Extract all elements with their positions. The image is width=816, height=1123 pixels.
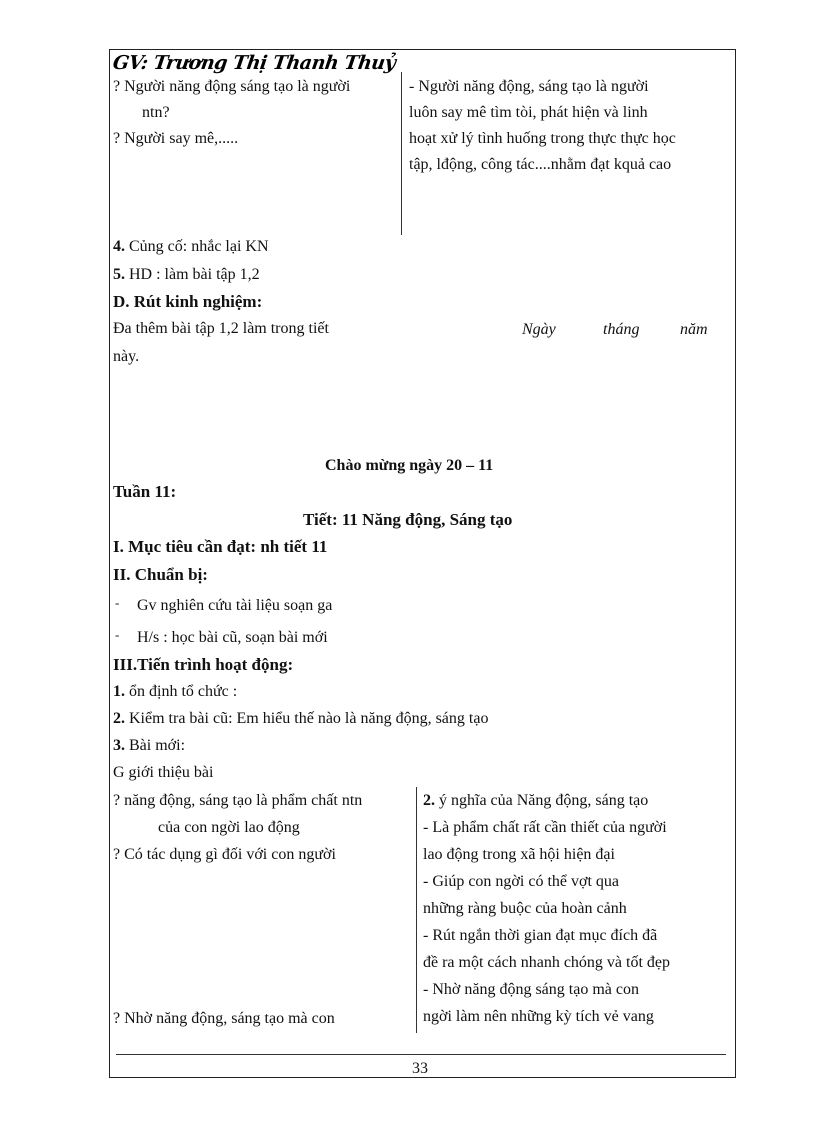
progress-step-3	[113, 736, 185, 756]
bullet-dash-icon: -	[115, 595, 120, 610]
top-right-line: hoạt xử lý tình huống trong thực thực học	[409, 130, 676, 147]
lesson-title: Tiết: 11 Năng động, Sáng tạo	[303, 510, 513, 529]
progress-heading: III.Tiến trình hoạt động:	[113, 655, 294, 674]
page-number: 33	[412, 1060, 428, 1077]
step-text: HD : làm bài tập 1,2	[125, 266, 260, 283]
page-frame	[109, 49, 736, 1078]
top-right-line: - Người năng động, sáng tạo là người	[409, 78, 649, 95]
celebration-title: Chào mừng ngày 20 – 11	[325, 457, 494, 474]
progress-step-2	[113, 709, 488, 729]
bottom-right-line: lao động trong xã hội hiện đại	[423, 846, 615, 863]
step-text: Kiểm tra bài cũ: Em hiểu thế nào là năng động, sáng tạo	[125, 710, 489, 727]
step-number: 2.	[113, 710, 125, 727]
progress-step-1	[113, 682, 237, 702]
bottom-right-line: - Giúp con ngời có thể vợt qua	[423, 873, 619, 890]
week-label: Tuần 11:	[113, 482, 177, 501]
date-month: tháng	[603, 321, 640, 338]
step-text: ổn định tổ chức :	[125, 683, 238, 700]
date-day: Ngày	[522, 321, 556, 338]
step-number: 1.	[113, 683, 125, 700]
step-number: 4.	[113, 238, 125, 255]
section-number: 2.	[423, 792, 435, 809]
top-right-line: tập, lđộng, công tác....nhằm đạt kquả cao	[409, 156, 672, 173]
prep-heading: II. Chuẩn bị:	[113, 565, 208, 584]
step-4	[113, 237, 269, 257]
top-left-line: ? Người say mê,.....	[113, 130, 239, 147]
top-right-line: luôn say mê tìm tòi, phát hiện và linh	[409, 104, 648, 121]
intro-line: G giới thiệu bài	[113, 764, 214, 781]
top-left-line: ? Người năng động sáng tạo là người	[113, 78, 351, 95]
bottom-right-line: - Rút ngắn thời gian đạt mục đích đã	[423, 927, 658, 944]
step-text: Củng cố: nhắc lại KN	[125, 238, 269, 255]
experience-line: này.	[113, 348, 140, 365]
step-5	[113, 265, 260, 285]
step-number: 5.	[113, 266, 125, 283]
step-text: Bài mới:	[125, 737, 186, 754]
table-divider	[416, 787, 417, 1033]
experience-line: Đa thêm bài tập 1,2 làm trong tiết	[113, 320, 329, 337]
bottom-right-heading	[423, 791, 648, 811]
step-number: 3.	[113, 737, 125, 754]
bottom-left-line: ? năng động, sáng tạo là phẩm chất ntn	[113, 792, 363, 809]
author-signature: GV: Trương Thị Thanh Thuỷ	[111, 52, 397, 74]
bullet-dash-icon: -	[115, 627, 120, 642]
section-title: ý nghĩa của Năng động, sáng tạo	[435, 792, 649, 809]
date-year: năm	[680, 321, 708, 338]
bottom-right-line: đề ra một cách nhanh chóng và tốt đẹp	[423, 954, 671, 971]
objective-heading: I. Mục tiêu cần đạt: nh tiết 11	[113, 537, 328, 556]
prep-item: H/s : học bài cũ, soạn bài mới	[137, 629, 328, 646]
bottom-right-line: những ràng buộc của hoàn cảnh	[423, 900, 627, 917]
footer-rule	[116, 1054, 726, 1055]
bottom-left-line: của con ngời lao động	[158, 819, 300, 836]
bottom-right-line: - Nhờ năng động sáng tạo mà con	[423, 981, 639, 998]
table-divider	[401, 72, 402, 235]
experience-heading: D. Rút kinh nghiệm:	[113, 292, 263, 311]
bottom-right-line: ngời làm nên những kỳ tích vẻ vang	[423, 1008, 654, 1025]
top-left-line: ntn?	[142, 104, 170, 121]
bottom-left-line: ? Có tác dụng gì đối với con người	[113, 846, 336, 863]
bottom-right-line: - Là phẩm chất rất cần thiết của người	[423, 819, 667, 836]
bottom-left-line: ? Nhờ năng động, sáng tạo mà con	[113, 1010, 335, 1027]
prep-item: Gv nghiên cứu tài liệu soạn ga	[137, 597, 333, 614]
